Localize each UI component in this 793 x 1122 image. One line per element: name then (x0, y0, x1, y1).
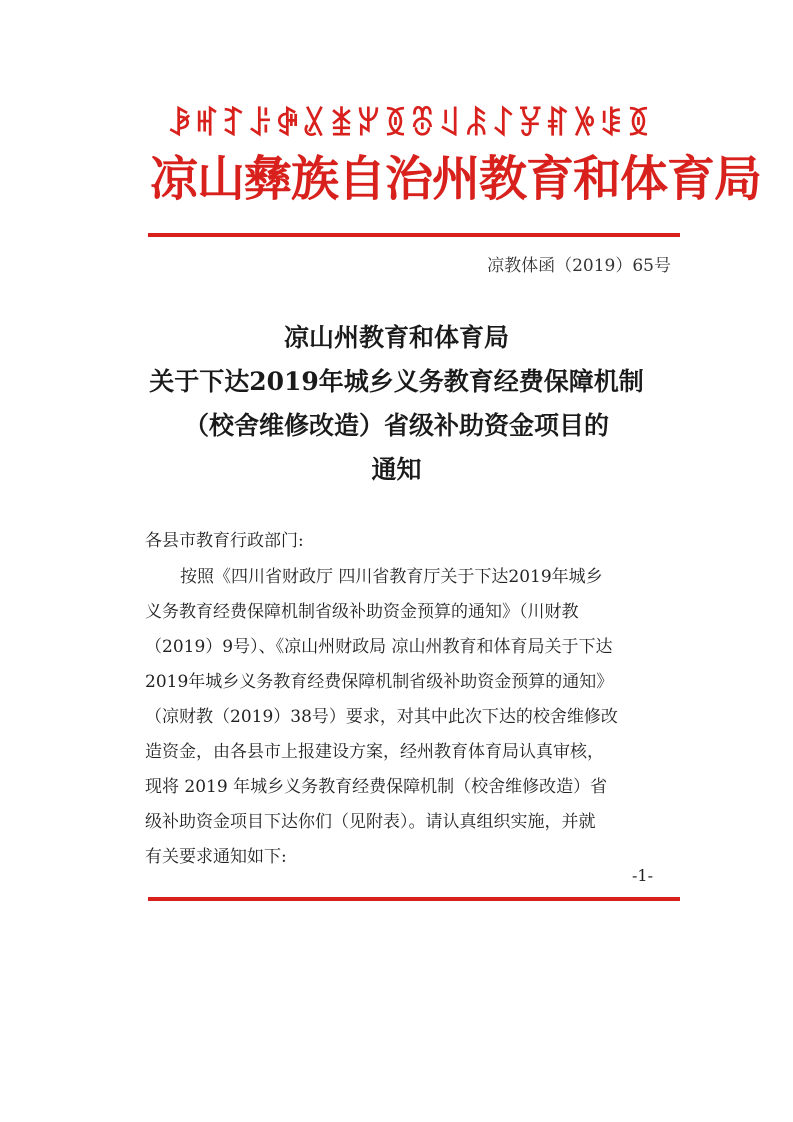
title-line-1: 凉山州教育和体育局 (283, 323, 509, 352)
salutation: 各县市教育行政部门: (145, 531, 304, 551)
body-line: 义务教育经费保障机制省级补助资金预算的通知》（川财教 (145, 602, 579, 622)
letterhead-red-rule (148, 233, 680, 237)
page-number: -1- (632, 866, 653, 885)
body-line: 造资金，由各县市上报建设方案，经州教育体育局认真审核， (145, 742, 604, 762)
body-paragraph (145, 560, 670, 875)
body-line: 2019年城乡义务教育经费保障机制省级补助资金预算的通知》 (145, 672, 614, 692)
body-line: （凉财教（2019）38号）要求，对其中此次下达的校舍维修改 (145, 707, 618, 727)
footer-red-rule (148, 897, 680, 901)
letterhead-bureau-name: 凉山彝族自治州教育和体育局 (150, 151, 762, 207)
body-line: 有关要求通知如下: (145, 847, 287, 867)
body-line: （2019）9号）、《凉山州财政局 凉山州教育和体育局关于下达 (145, 637, 613, 657)
letterhead-yi-script: ꆃꎭꆈꌠꋤꊪꁧꏃꅉꁨꆹꄯꋍꐯꐥꉼꌐꅉ (167, 105, 653, 143)
title-line-4: 通知 (371, 455, 422, 484)
body-line: 现将 2019 年城乡义务教育经费保障机制（校舍维修改造）省 (145, 777, 608, 797)
title-line-2: 关于下达2019年城乡义务教育经费保障机制 (149, 367, 644, 396)
title-line-3: （校舍维修改造）省级补助资金项目的 (183, 411, 609, 440)
body-line: 级补助资金项目下达你们（见附表）。请认真组织实施，并就 (145, 812, 596, 832)
body-line: 按照《四川省财政厅 四川省教育厅关于下达2019年城乡 (180, 567, 603, 587)
document-number: 凉教体函（2019）65号 (487, 256, 671, 276)
